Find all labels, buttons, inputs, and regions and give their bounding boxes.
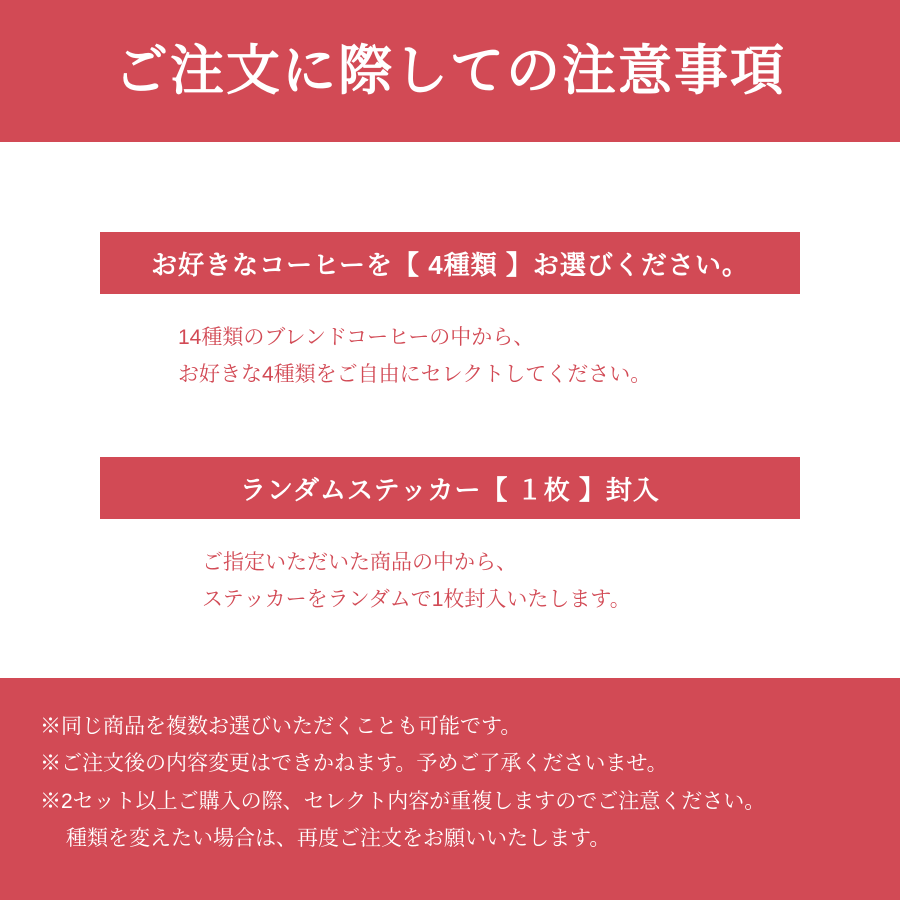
- section-heading-label-coffee: お好きなコーヒーを【 4種類 】お選びください。: [151, 249, 749, 280]
- footer-note: ※ご注文後の内容変更はできかねます。予めご了承くださいませ。: [40, 752, 668, 776]
- section-description-coffee: [0, 320, 900, 394]
- page-title: ご注文に際しての注意事項: [114, 41, 786, 101]
- footer-note: ※2セット以上ご購入の際、セレクト内容が重複しますのでご注意ください。: [40, 789, 766, 813]
- notice-body: [0, 142, 900, 678]
- notice-section-sticker: [0, 457, 900, 619]
- footer-note: ※同じ商品を複数お選びいただくことも可能です。: [40, 715, 522, 738]
- section-description-line: ご指定いただいた商品の中から、: [202, 551, 517, 574]
- section-description-line: お好きな4種類をご自由にセレクトしてください。: [178, 362, 652, 386]
- page-header-banner: [0, 0, 900, 142]
- footer-notes-banner: [0, 678, 900, 900]
- section-heading-label-sticker: ランダムステッカー【 １枚 】封入: [240, 474, 660, 505]
- section-heading-band-sticker: [100, 457, 800, 519]
- footer-note: 種類を変えたい場合は、再度ご注文をお願いいたします。: [66, 827, 611, 851]
- section-description-line: 14種類のブレンドコーヒーの中から、: [178, 326, 535, 349]
- section-description-sticker: [0, 545, 900, 619]
- section-heading-band-coffee: [100, 232, 800, 294]
- section-description-line: ステッカーをランダムで1枚封入いたします。: [202, 587, 631, 611]
- notice-section-coffee: [0, 232, 900, 394]
